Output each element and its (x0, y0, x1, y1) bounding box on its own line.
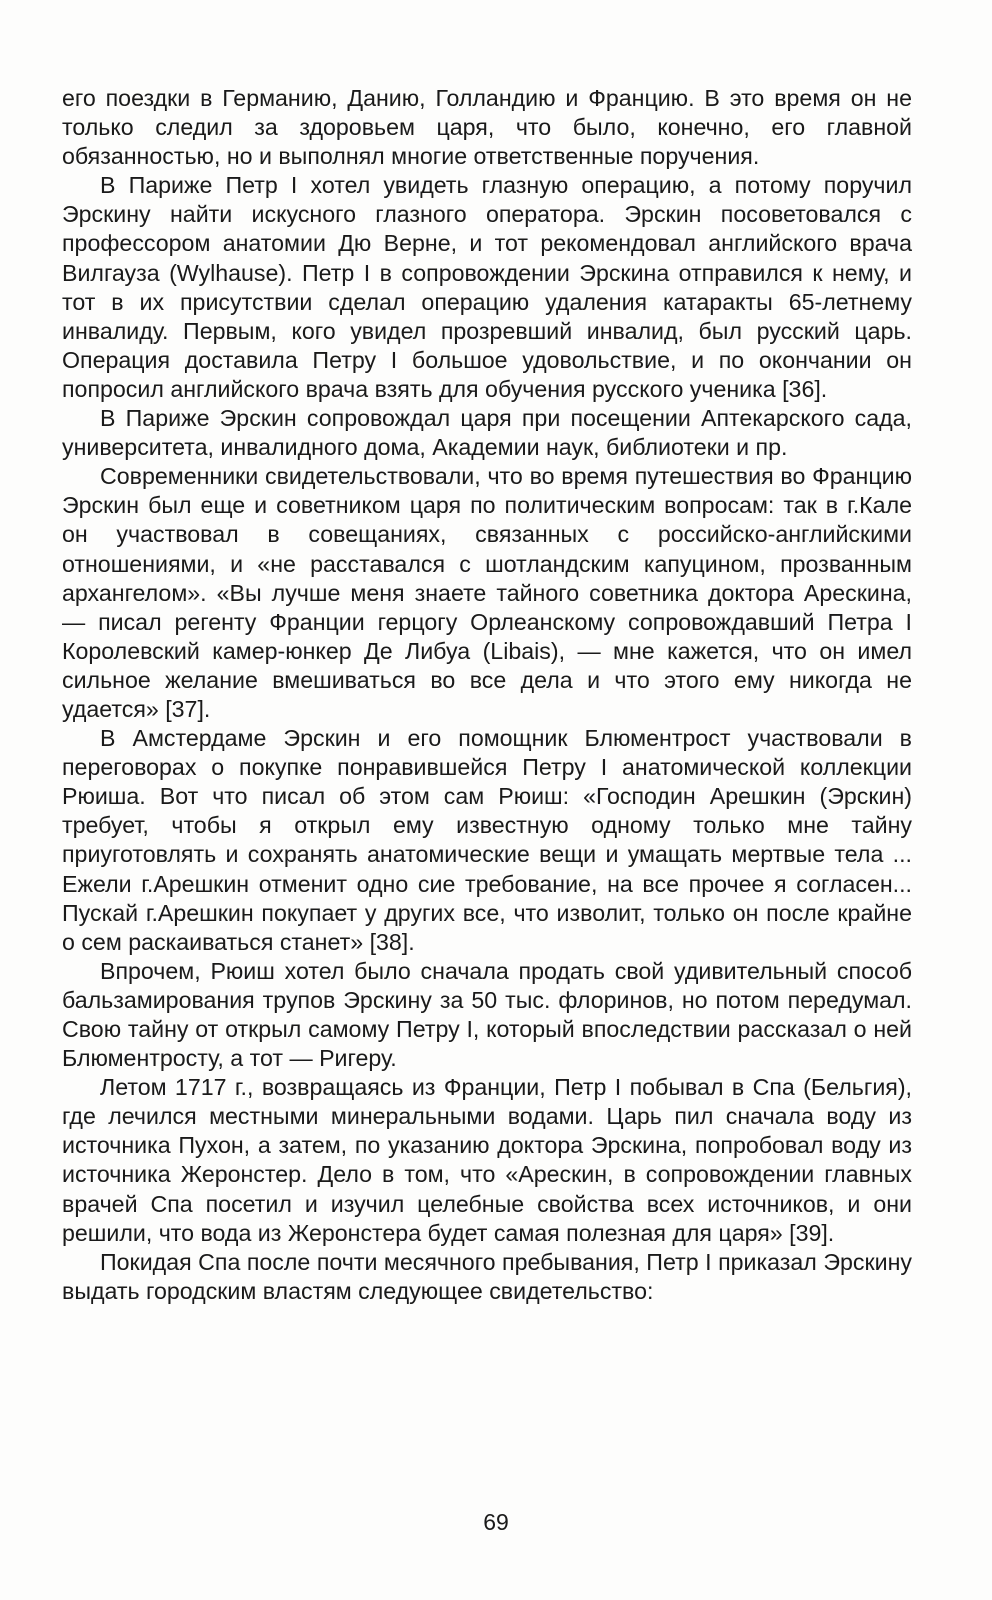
paragraph: Впрочем, Рюиш хотел было сначала продать свой удивительный способ бальзамирования трупов Эрскину за 50 тыс. флоринов, но потом передумал. Свою тайну от открыл самому Петру I, который впоследствии рассказал о ней Блюментросту, а тот — Ригеру. (62, 957, 912, 1072)
paragraph: Современники свидетельствовали, что во время путешествия во Францию Эрскин был еще и советником царя по политическим вопросам: так в г.Кале он участвовал в совещаниях, связанных с российско-английскими отношениями, и «не расставался с шотландским капуцином, прозванным архангелом». «Вы лучше меня знаете тайного советника доктора Арескина, — писал регенту Франции герцогу Орлеанскому сопровождавший Петра I Королевский камер-юнкер Де Либуа (Libais), — мне кажется, что он имел сильное желание вмешиваться во все дела и что этого ему никогда не удается» [37]. (62, 463, 912, 722)
paragraph: его поездки в Германию, Данию, Голландию и Францию. В это время он не только следил за здоровьем царя, что было, конечно, его главной обязанностью, но и выполнял многие ответственные поручения. (62, 85, 912, 170)
paragraph: Летом 1717 г., возвращаясь из Франции, Петр I побывал в Спа (Бельгия), где лечился местными минеральными водами. Царь пил сначала воду из источника Пухон, а затем, по указанию доктора Эрскина, попробовал воду из источника Жеронстер. Дело в том, что «Арескин, в сопровождении главных врачей Спа посетил и изучил целебные свойства всех источников, и они решили, что вода из Жеронстера будет самая полезная для царя» [39]. (62, 1074, 912, 1246)
paragraph: В Амстердаме Эрскин и его помощник Блюментрост участвовали в переговорах о покупке понравившейся Петру I анатомической коллекции Рюиша. Вот что писал об этом сам Рюиш: «Господин Арешкин (Эрскин) требует, чтобы я открыл ему известную одному только мне тайну приуготовлять и сохранять анатомические вещи и умащать мертвые тела ... Ежели г.Арешкин отменит одно сие требование, на все прочее я согласен... Пускай г.Арешкин покупает у других все, что изволит, только он после крайне о сем раскаиваться станет» [38]. (62, 725, 912, 955)
body-text (62, 84, 912, 1306)
page-number: 69 (483, 1509, 509, 1535)
paragraph: В Париже Петр I хотел увидеть глазную операцию, а потому поручил Эрскину найти искусного глазного оператора. Эрскин посоветовался с профессором анатомии Дю Верне, и тот рекомендовал английского врача Вилгауза (Wylhause). Петр I в сопровождении Эрскина отправился к нему, и тот в их присутствии сделал операцию удаления катаракты 65-летнему инвалиду. Первым, кого увидел прозревший инвалид, был русский царь. Операция доставила Петру I большое удовольствие, и по окончании он попросил английского врача взять для обучения русского ученика [36]. (62, 172, 912, 402)
paragraph: Покидая Спа после почти месячного пребывания, Петр I приказал Эрскину выдать городским властям следующее свидетельство: (62, 1248, 912, 1304)
paragraph: В Париже Эрскин сопровождал царя при посещении Аптекарского сада, университета, инвалидного дома, Академии наук, библиотеки и пр. (62, 405, 912, 461)
